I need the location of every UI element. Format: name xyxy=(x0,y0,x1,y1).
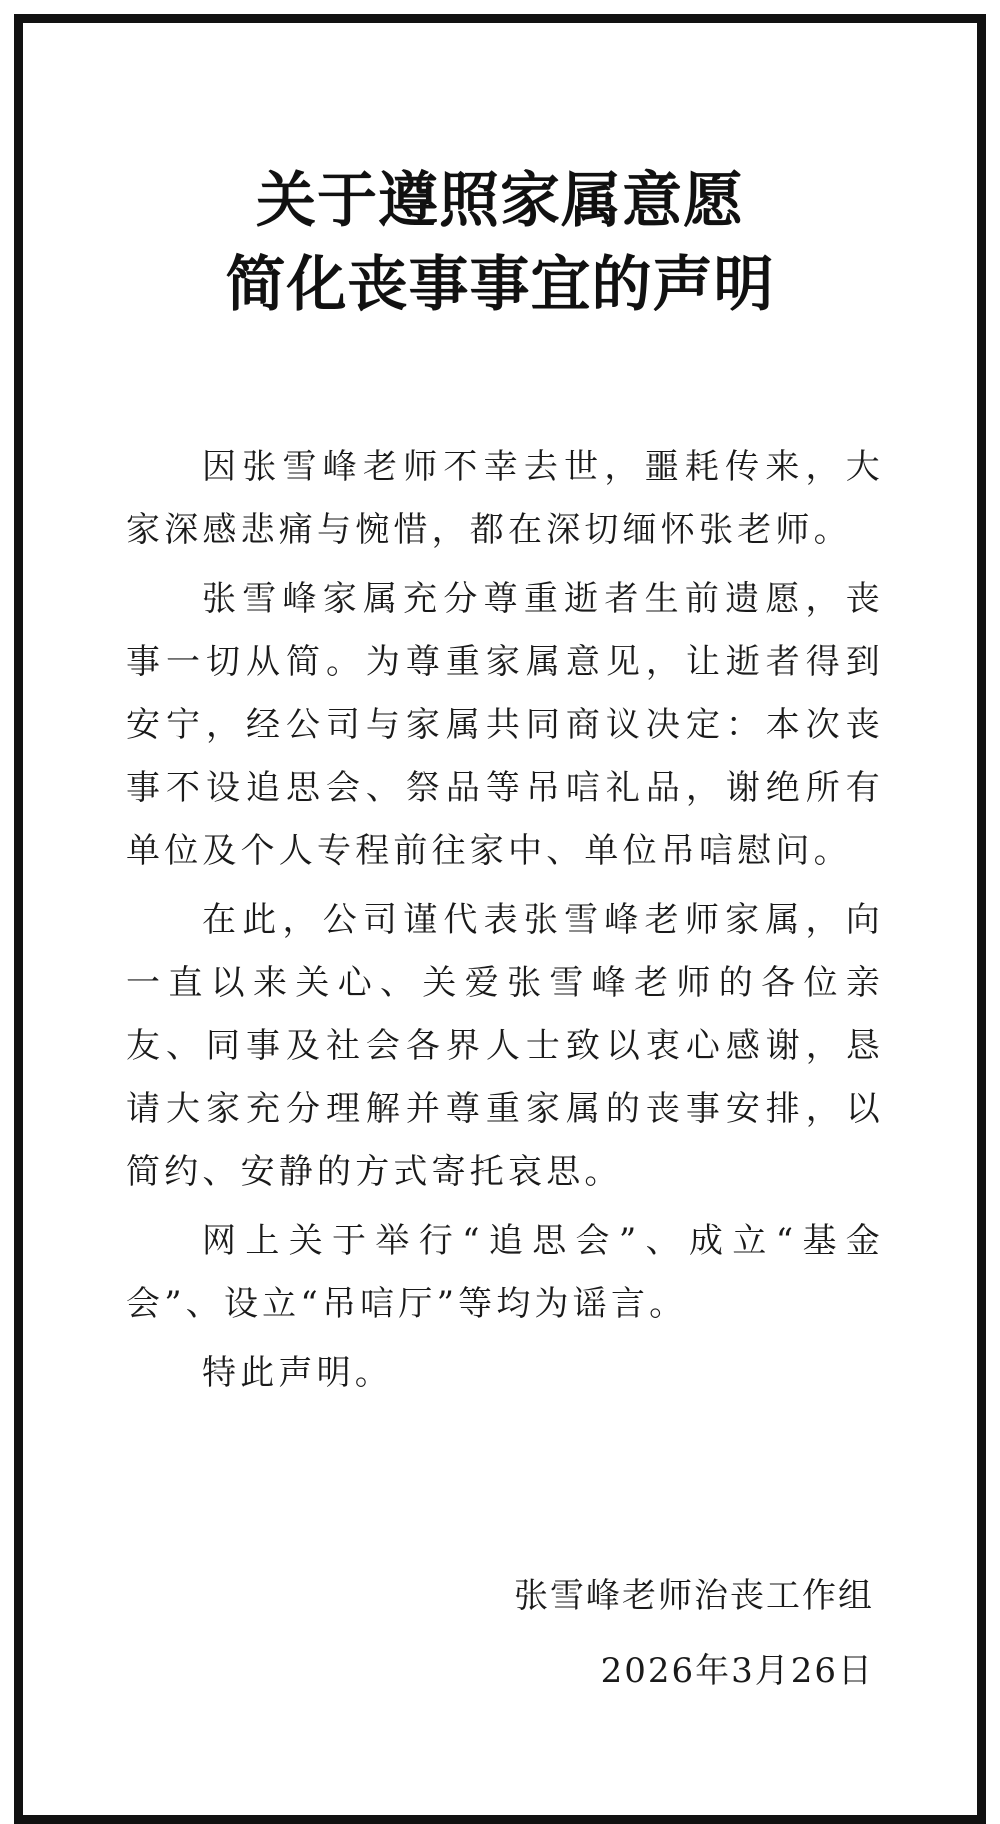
paragraph: 张雪峰家属充分尊重逝者生前遗愿，丧事一切从简。为尊重家属意见，让逝者得到安宁，经公司与家属共同商议决定：本次丧事不设追思会、祭品等吊唁礼品，谢绝所有单位及个人专程前往家中、单位吊唁慰问。 xyxy=(126,579,884,871)
document-body xyxy=(126,436,884,1405)
signature-date: 2026年3月26日 xyxy=(600,1651,874,1691)
signature-organization: 张雪峰老师治丧工作组 xyxy=(514,1576,874,1616)
document-title-line-1: 关于遵照家属意愿 xyxy=(256,166,744,236)
paragraph: 网上关于举行“追思会”、成立“基金会”、设立“吊唁厅”等均为谣言。 xyxy=(126,1221,884,1324)
paragraph: 因张雪峰老师不幸去世，噩耗传来，大家深感悲痛与惋惜，都在深切缅怀张老师。 xyxy=(126,447,884,550)
paragraph: 特此声明。 xyxy=(202,1353,393,1393)
paragraph: 在此，公司谨代表张雪峰老师家属，向一直以来关心、关爱张雪峰老师的各位亲友、同事及社会各界人士致以衷心感谢，恳请大家充分理解并尊重家属的丧事安排，以简约、安静的方式寄托哀思。 xyxy=(126,900,884,1192)
document-title-line-2: 简化丧事事宜的声明 xyxy=(225,250,775,320)
